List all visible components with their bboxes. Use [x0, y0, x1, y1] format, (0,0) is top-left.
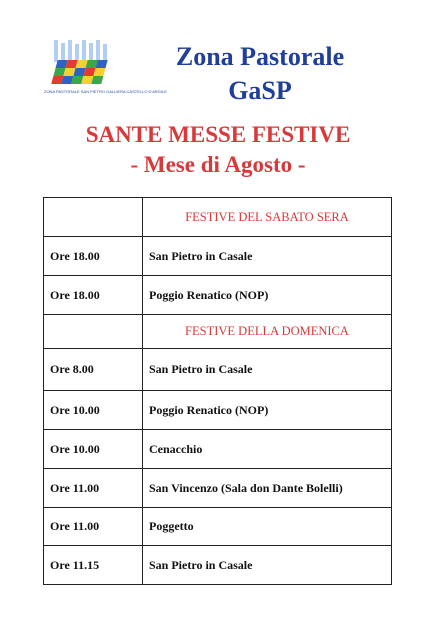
time-cell	[44, 315, 143, 349]
time-cell: Ore 10.00	[44, 430, 143, 469]
title-line1: SANTE MESSE FESTIVE	[85, 122, 351, 147]
place-cell: San Pietro in Casale	[143, 349, 392, 391]
place-cell: San Pietro in Casale	[143, 237, 392, 276]
table-row	[44, 469, 392, 508]
zona-line2: GaSP	[228, 76, 292, 105]
place-cell: Poggio Renatico (NOP)	[143, 391, 392, 430]
time-cell: Ore 11.00	[44, 469, 143, 508]
time-cell: Ore 8.00	[44, 349, 143, 391]
zona-heading	[150, 40, 370, 108]
time-cell: Ore 18.00	[44, 276, 143, 315]
time-cell: Ore 11.15	[44, 546, 143, 585]
page-title	[0, 120, 436, 180]
table-row	[44, 391, 392, 430]
zona-line1: Zona Pastorale	[175, 42, 345, 71]
table-row	[44, 237, 392, 276]
logo-caption: ZONA PASTORALE SAN PIETRO GALLIERA CASTELLO D'ARGILE	[44, 89, 167, 94]
time-cell	[44, 198, 143, 237]
time-cell: Ore 18.00	[44, 237, 143, 276]
place-cell: San Vincenzo (Sala don Dante Bolelli)	[143, 469, 392, 508]
table-row	[44, 349, 392, 391]
section-header-row	[44, 198, 392, 237]
place-cell: Poggetto	[143, 508, 392, 546]
time-cell: Ore 11.00	[44, 508, 143, 546]
time-cell: Ore 10.00	[44, 391, 143, 430]
table-row	[44, 508, 392, 546]
place-cell: San Pietro in Casale	[143, 546, 392, 585]
section-header-label: FESTIVE DEL SABATO SERA	[143, 198, 392, 237]
zona-pastorale-logo-icon	[44, 40, 167, 94]
schedule-table	[43, 197, 392, 585]
table-row	[44, 276, 392, 315]
table-row	[44, 430, 392, 469]
table-row	[44, 546, 392, 585]
section-header-row	[44, 315, 392, 349]
place-cell: Poggio Renatico (NOP)	[143, 276, 392, 315]
title-line2: - Mese di Agosto -	[130, 152, 306, 177]
section-header-label: FESTIVE DELLA DOMENICA	[143, 315, 392, 349]
place-cell: Cenacchio	[143, 430, 392, 469]
